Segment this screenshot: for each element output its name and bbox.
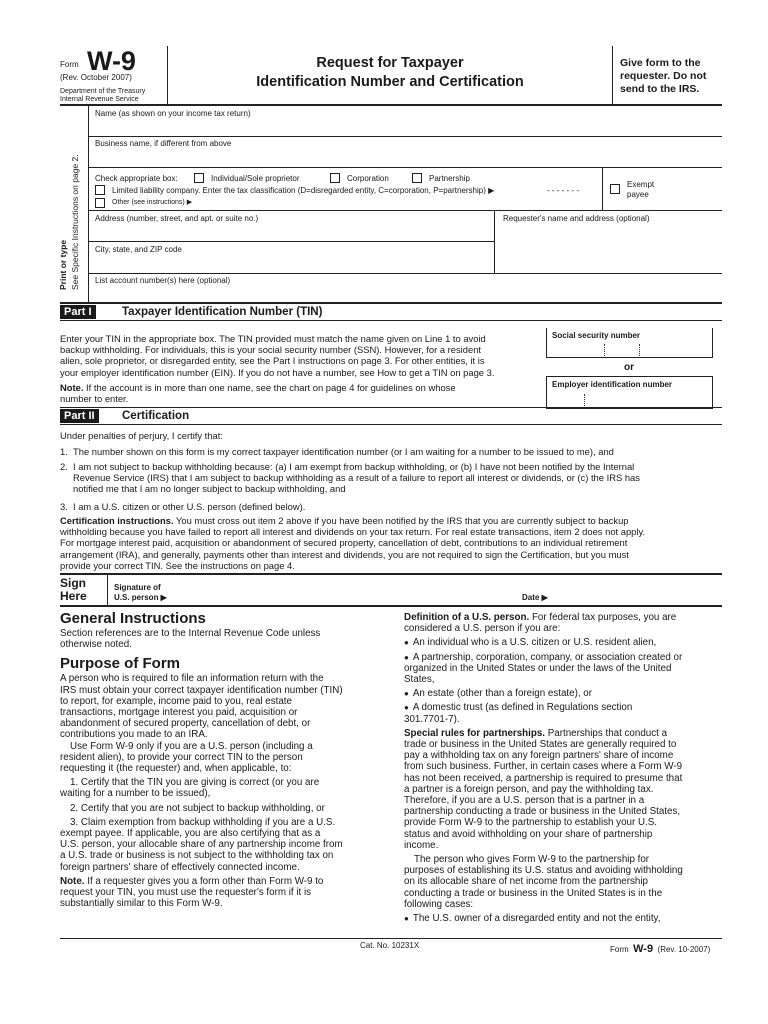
text-line: from such business. Further, in certain cases where a Form W-9 xyxy=(404,761,683,773)
text-line: resident alien), to provide your correct TIN to the person xyxy=(60,751,303,763)
special-rules-label: Special rules for partnerships. xyxy=(404,727,546,739)
signature-label-1: Signature of xyxy=(114,583,161,592)
individual-label: Individual/Sole proprietor xyxy=(211,174,300,183)
form-word: Form xyxy=(60,60,79,69)
business-name-field[interactable] xyxy=(90,149,720,166)
city-state-zip-label: City, state, and ZIP code xyxy=(95,245,182,254)
cert-item-3 xyxy=(60,501,722,512)
text-line: income. xyxy=(404,839,439,851)
part-1-label: Part I xyxy=(60,305,96,319)
cert-line: provide your correct TIN. See the instructions on page 4. xyxy=(60,559,295,571)
instructions-right-column xyxy=(404,612,726,924)
cert-line: arrangement (IRA), and generally, payments other than interest and dividends, you are not required to sign the Certification, but you must xyxy=(60,548,629,560)
sign-label-2: Here xyxy=(60,589,87,603)
text-line: 1. Certify that the TIN you are giving is correct (or you are xyxy=(70,777,320,789)
tin-instructions xyxy=(60,333,550,378)
text-line: If a requester gives you a form other than Form W-9 to xyxy=(87,875,324,887)
bullet-item: ● An individual who is a U.S. citizen or U.S. resident alien, xyxy=(404,637,726,648)
text-line: foreign partners' share of effectively connected income. xyxy=(60,861,300,873)
requester-field[interactable] xyxy=(497,224,719,272)
text-line: status and avoid withholding on your share of partnership xyxy=(404,828,653,840)
tin-line: backup withholding. For individuals, this is your social security number (SSN). However, for a resident xyxy=(60,344,482,356)
date-field[interactable] xyxy=(560,580,720,602)
perjury-intro: Under penalties of perjury, I certify that: xyxy=(60,430,223,441)
cert-line: You must cross out item 2 above if you have been notified by the IRS that you are currently subject to backup xyxy=(176,515,629,526)
llc-classification-field[interactable]: - - - - - - - xyxy=(547,186,579,195)
cert-item-1 xyxy=(60,446,722,457)
address-field[interactable] xyxy=(90,224,490,241)
department-line: Department of the Treasury xyxy=(60,88,146,95)
footer-form-id xyxy=(610,939,710,957)
text-line: For federal tax purposes, you are xyxy=(531,612,677,623)
part-1-title: Taxpayer Identification Number (TIN) xyxy=(122,306,323,318)
exempt-payee-checkbox[interactable] xyxy=(610,184,620,194)
ein-box[interactable] xyxy=(546,376,713,409)
cert-line: withholding because you have failed to report all interest and dividends on your tax return. For real estate transactions, item 2 does not apply. xyxy=(60,526,646,538)
give-form-note-2: requester. Do not xyxy=(620,70,707,82)
give-form-note-3: send to the IRS. xyxy=(620,83,700,95)
text-line: a partner is a foreign person, and pay the withholding tax. xyxy=(404,783,654,795)
signature-field[interactable] xyxy=(172,578,502,603)
tin-line: Enter your TIN in the appropriate box. The TIN provided must match the name given on Line 1 to avoid xyxy=(60,333,486,344)
footer-revision: (Rev. 10-2007) xyxy=(657,945,711,954)
catalog-number: Cat. No. 10231X xyxy=(360,941,420,950)
text-line: following cases: xyxy=(404,898,474,910)
instructions-left-column xyxy=(60,610,390,909)
partnership-checkbox[interactable] xyxy=(412,173,422,183)
bullet-item: ● A domestic trust (as defined in Regulations section xyxy=(404,702,726,713)
text-line: exempt payee. If applicable, you are also certifying that as a xyxy=(60,828,321,840)
text-line: contributions you made to an IRA. xyxy=(60,729,208,741)
or-label: or xyxy=(624,362,634,373)
ssn-label: Social security number xyxy=(552,331,641,340)
agency-line: Internal Revenue Service xyxy=(60,96,139,103)
corporation-label: Corporation xyxy=(347,174,389,183)
part-2-label: Part II xyxy=(60,409,99,423)
side-text-see-instructions: See Specific Instructions on page 2. xyxy=(70,154,80,290)
other-checkbox[interactable] xyxy=(95,198,105,208)
part-2-title: Certification xyxy=(122,410,190,422)
text-line: requesting it (the requester) and, when applicable, to: xyxy=(60,763,292,775)
partnership-label: Partnership xyxy=(429,174,470,183)
text-line: provide Form W-9 to the partnership to establish your U.S. xyxy=(404,817,658,829)
cert-line: For mortgage interest paid, acquisition or abandonment of secured property, cancellation of debt, contributions to an individual retirement xyxy=(60,537,628,549)
revision-date: (Rev. October 2007) xyxy=(60,73,132,82)
cert-label: Certification instructions. xyxy=(60,515,174,526)
business-name-label: Business name, if different from above xyxy=(95,139,232,148)
sign-label-1: Sign xyxy=(60,576,86,590)
text-line: to report, for example, income paid to you, real estate xyxy=(60,695,292,707)
check-box-label: Check appropriate box: xyxy=(95,174,178,183)
text-line: Use Form W-9 only if you are a U.S. person (including a xyxy=(70,740,313,752)
tin-line: alien, sole proprietor, or disregarded entity, see the Part I instructions on page 3. For other entities, it is xyxy=(60,355,485,367)
cert-item-2 xyxy=(60,461,722,495)
form-title-line1: Request for Taxpayer xyxy=(316,55,464,71)
text-line: 301.7701-7). xyxy=(404,713,460,725)
text-line: 2. Certify that you are not subject to backup withholding, or xyxy=(70,802,325,814)
item-line: notified me that I am no longer subject to backup withholding, and xyxy=(73,483,346,495)
side-text-print-or-type: Print or type xyxy=(58,239,68,290)
general-instructions-title: General Instructions xyxy=(60,610,206,627)
other-label: Other (see instructions) ▶ xyxy=(112,199,193,206)
account-numbers-field[interactable] xyxy=(90,286,720,301)
tin-note xyxy=(60,382,550,404)
text-line: 3. Claim exemption from backup withholding if you are a U.S. xyxy=(70,816,336,828)
text-line: A person who is required to file an information return with the xyxy=(60,673,324,685)
text-line: transactions, mortgage interest you paid, acquisition or xyxy=(60,707,298,719)
bullet-item: ● An estate (other than a foreign estate), or xyxy=(404,688,726,699)
item-line: I am a U.S. citizen or other U.S. person (defined below). xyxy=(73,501,306,512)
text-line: IRS must obtain your correct taxpayer identification number (TIN) xyxy=(60,684,343,696)
item-line: I am not subject to backup withholding because: (a) I am exempt from backup withholding, or (b) I have not been notified by the Internal xyxy=(73,461,635,472)
text-line: conducting a trade or business in the United States is in the xyxy=(404,887,663,899)
item-number: 3. xyxy=(60,501,68,512)
name-field-label: Name (as shown on your income tax return) xyxy=(95,109,251,118)
llc-checkbox[interactable] xyxy=(95,185,105,195)
note-label: Note. xyxy=(60,382,84,393)
give-form-note-1: Give form to the xyxy=(620,57,701,69)
definition-label: Definition of a U.S. person. xyxy=(404,612,530,623)
text-line: on its allocable share of net income from the partnership xyxy=(404,876,648,888)
requester-label: Requester's name and address (optional) xyxy=(503,214,650,223)
certification-instructions xyxy=(60,515,728,571)
text-line: Partnerships that conduct a xyxy=(547,727,668,739)
item-line: The number shown on this form is my correct taxpayer identification number (or I am waiting for a number to be issued to me), and xyxy=(73,446,614,457)
footer-form-number: W-9 xyxy=(633,943,654,955)
text-line: partnership conducting a trade or business in the United States, xyxy=(404,806,681,818)
name-field[interactable] xyxy=(90,118,720,135)
note-line: If the account is in more than one name, see the chart on page 4 for guidelines on whose xyxy=(86,382,456,393)
llc-label: Limited liability company. Enter the tax classification (D=disregarded entity, C=corporation, P=partnership) ▶ xyxy=(112,186,495,195)
text-line: The person who gives Form W-9 to the partnership for xyxy=(414,854,650,866)
bullet-item: ● The U.S. owner of a disregarded entity and not the entity, xyxy=(404,913,726,924)
corporation-checkbox[interactable] xyxy=(330,173,340,183)
exempt-label-1: Exempt xyxy=(627,180,655,189)
text-line: substantially similar to this Form W-9. xyxy=(60,898,223,910)
ein-label: Employer identification number xyxy=(552,380,673,389)
form-number: W-9 xyxy=(87,46,136,76)
text-line: purposes of establishing its U.S. status and avoiding withholding xyxy=(404,865,683,877)
note-line: number to enter. xyxy=(60,393,129,405)
purpose-of-form-title: Purpose of Form xyxy=(60,655,181,673)
signature-label-2: U.S. person ▶ xyxy=(114,593,167,602)
text-line: States, xyxy=(404,674,435,686)
text-line: a U.S. trade or business is not subject to the withholding tax on xyxy=(60,850,334,862)
text-line: request your TIN, you must use the requester's form if it is xyxy=(60,887,312,899)
text-line: organized in the United States or under the laws of the United xyxy=(404,662,672,674)
text-line: Section references are to the Internal Revenue Code unless xyxy=(60,628,321,639)
bullet-item: ● A partnership, corporation, company, or association created or xyxy=(404,652,726,663)
individual-checkbox[interactable] xyxy=(194,173,204,183)
text-line: U.S. person, your allocable share of any partnership income from xyxy=(60,839,343,851)
account-numbers-label: List account number(s) here (optional) xyxy=(95,276,231,285)
text-line: considered a U.S. person if you are: xyxy=(404,623,561,635)
text-line: Therefore, if you are a U.S. person that is a partner in a xyxy=(404,795,645,807)
item-line: Revenue Service (IRS) that I am subject to backup withholding as a result of a failure to report all interest or dividends, or (c) the IRS has xyxy=(73,472,640,484)
text-line: abandonment of secured property, cancellation of debt, or xyxy=(60,718,311,730)
tin-line: your employer identification number (EIN). If you do not have a number, see How to get a TIN on page 3. xyxy=(60,366,495,378)
date-label: Date ▶ xyxy=(522,593,548,602)
form-title-line2: Identification Number and Certification xyxy=(256,74,524,90)
text-line: trade or business in the United States are generally required to xyxy=(404,739,677,751)
exempt-label-2: payee xyxy=(627,190,649,199)
text-line: waiting for a number to be issued), xyxy=(60,788,211,800)
item-number: 1. xyxy=(60,446,68,457)
text-line: otherwise noted. xyxy=(60,639,132,651)
note-label: Note. xyxy=(60,875,85,887)
city-state-zip-field[interactable] xyxy=(90,255,490,272)
text-line: pay a withholding tax on any foreign partners' share of income xyxy=(404,750,674,762)
ssn-box[interactable] xyxy=(546,328,713,358)
address-label: Address (number, street, and apt. or suite no.) xyxy=(95,214,259,223)
item-number: 2. xyxy=(60,461,68,472)
text-line: has not been received, a partnership is required to presume that xyxy=(404,772,683,784)
footer-form-word: Form xyxy=(610,945,629,954)
